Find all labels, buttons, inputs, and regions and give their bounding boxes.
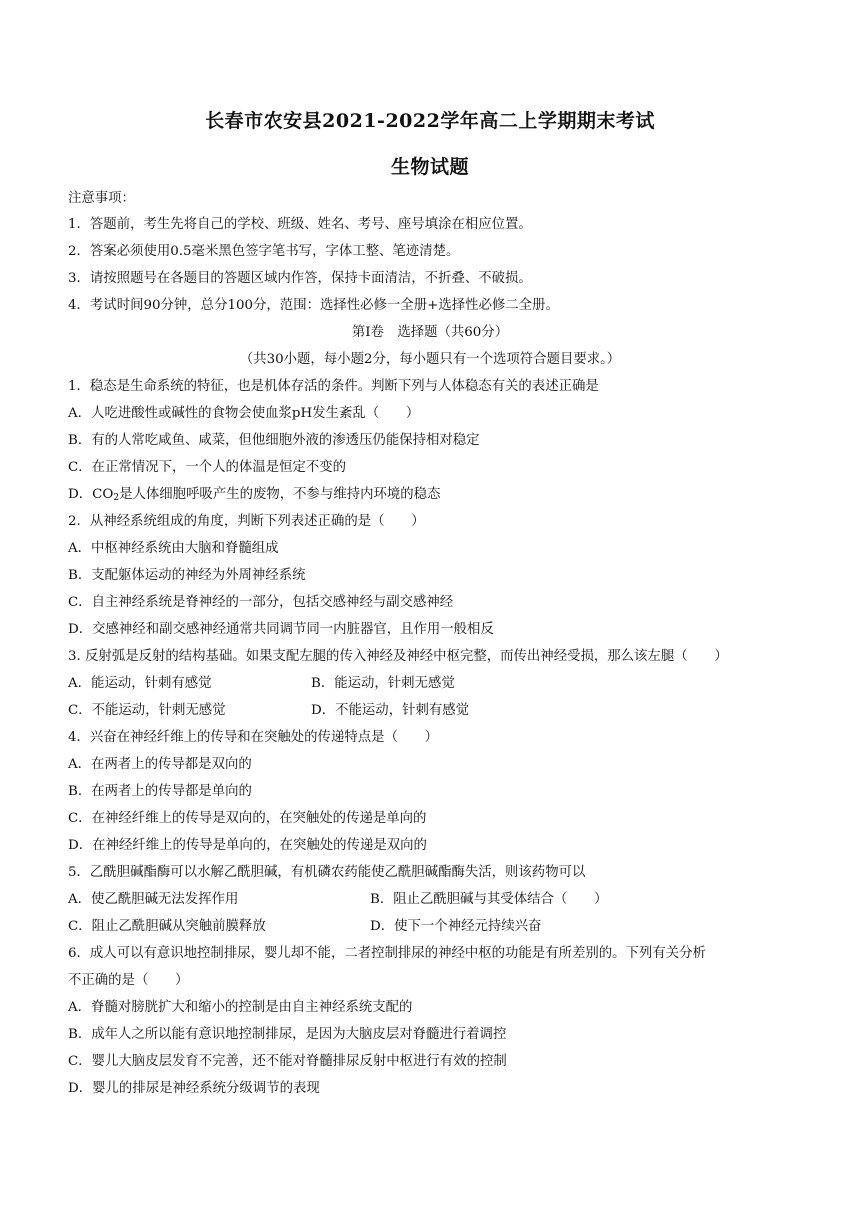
question-5-option-d: D．使下一个神经元持续兴奋 xyxy=(370,919,542,934)
question-4-option-d: D．在神经纤维上的传导是单向的，在突触处的传递是双向的 xyxy=(68,838,427,853)
question-4-option-b: B．在两者上的传导都是单向的 xyxy=(68,784,252,799)
question-3-options-row-2 xyxy=(68,700,796,722)
question-4-stem: 4．兴奋在神经纤维上的传导和在突触处的传递特点是（ ） xyxy=(68,730,439,745)
question-6-option-b: B．成年人之所以能有意识地控制排尿，是因为大脑皮层对脊髓进行着调控 xyxy=(68,1027,507,1042)
question-1-stem: 1．稳态是生命系统的特征，也是机体存活的条件。判断下列与人体稳态有关的表述正确是 xyxy=(68,379,599,394)
note-item: 3．请按照题号在各题目的答题区域内作答，保持卡面清洁，不折叠、不破损。 xyxy=(68,271,532,286)
question-2-option-a: A．中枢神经系统由大脑和脊髓组成 xyxy=(68,541,279,556)
question-5-option-a: A．使乙酰胆碱无法发挥作用 xyxy=(68,892,239,907)
exam-title: 长春市农安县2021-2022学年高二上学期期末考试 xyxy=(205,110,655,132)
question-3-option-c: C．不能运动，针刺无感觉 xyxy=(68,703,226,718)
question-4-option-a: A．在两者上的传导都是双向的 xyxy=(68,757,252,772)
question-5-options-row-1 xyxy=(68,889,796,911)
question-3-option-a: A．能运动，针刺有感觉 xyxy=(68,676,212,691)
question-3-options-row-1 xyxy=(68,673,796,695)
question-5-options-row-2 xyxy=(68,916,796,938)
question-3-stem: 3. 反射弧是反射的结构基础。如果支配左腿的传入神经及神经中枢完整，而传出神经受损，那么该左腿（ ） xyxy=(68,649,728,664)
question-3-option-b: B．能运动，针刺无感觉 xyxy=(311,676,455,691)
section-note: （共30小题，每小题2分，每小题只有一个选项符合题目要求。） xyxy=(239,352,621,367)
question-2-option-b: B．支配躯体运动的神经为外周神经系统 xyxy=(68,568,306,583)
question-6-stem-continued: 不正确的是（ ） xyxy=(68,973,189,988)
question-6-option-d: D．婴儿的排尿是神经系统分级调节的表现 xyxy=(68,1081,320,1096)
question-6-stem: 6．成人可以有意识地控制排尿，婴儿却不能，二者控制排尿的神经中枢的功能是有所差别的。下列有关分析 xyxy=(68,946,706,961)
question-1-option-b: B．有的人常吃咸鱼、咸菜，但他细胞外液的渗透压仍能保持相对稳定 xyxy=(68,433,480,448)
question-1-option-d: D．$CO_2$是人体细胞呼吸产生的废物，不参与维持内环境的稳态 xyxy=(68,487,441,503)
question-2-option-d: D．交感神经和副交感神经通常共同调节同一内脏器官，且作用一般相反 xyxy=(68,622,494,637)
question-3-option-d: D．不能运动，针刺有感觉 xyxy=(311,703,470,718)
question-5-stem: 5．乙酰胆碱酯酶可以水解乙酰胆碱，有机磷农药能使乙酰胆碱酯酶失活，则该药物可以 xyxy=(68,865,586,880)
question-2-stem: 2．从神经系统组成的角度，判断下列表述正确的是（ ） xyxy=(68,514,425,529)
note-item: 2．答案必须使用0.5毫米黑色签字笔书写，字体工整、笔迹清楚。 xyxy=(68,244,460,259)
question-2-option-c: C．自主神经系统是脊神经的一部分，包括交感神经与副交感神经 xyxy=(68,595,454,610)
question-6-option-c: C．婴儿大脑皮层发育不完善，还不能对脊髓排尿反射中枢进行有效的控制 xyxy=(68,1054,507,1069)
note-item: 4．考试时间90分钟，总分100分，范围：选择性必修一全册+选择性必修二全册。 xyxy=(68,298,559,313)
section-title: 第Ⅰ卷 选择题（共60分） xyxy=(351,325,509,340)
exam-subtitle: 生物试题 xyxy=(390,156,469,178)
question-5-option-c: C．阻止乙酰胆碱从突触前膜释放 xyxy=(68,919,266,934)
question-5-option-b: B．阻止乙酰胆碱与其受体结合（ ） xyxy=(370,892,608,907)
question-1-option-c: C．在正常情况下，一个人的体温是恒定不变的 xyxy=(68,460,347,475)
note-item: 1．答题前，考生先将自己的学校、班级、姓名、考号、座号填涂在相应位置。 xyxy=(68,217,532,232)
question-6-option-a: A．脊髓对膀胱扩大和缩小的控制是由自主神经系统支配的 xyxy=(68,1000,413,1015)
question-4-option-c: C．在神经纤维上的传导是双向的，在突触处的传递是单向的 xyxy=(68,811,427,826)
notes-heading: 注意事项： xyxy=(68,191,135,206)
question-1-option-a: A．人吃进酸性或碱性的食物会使血浆pH发生紊乱（ ） xyxy=(68,406,420,421)
